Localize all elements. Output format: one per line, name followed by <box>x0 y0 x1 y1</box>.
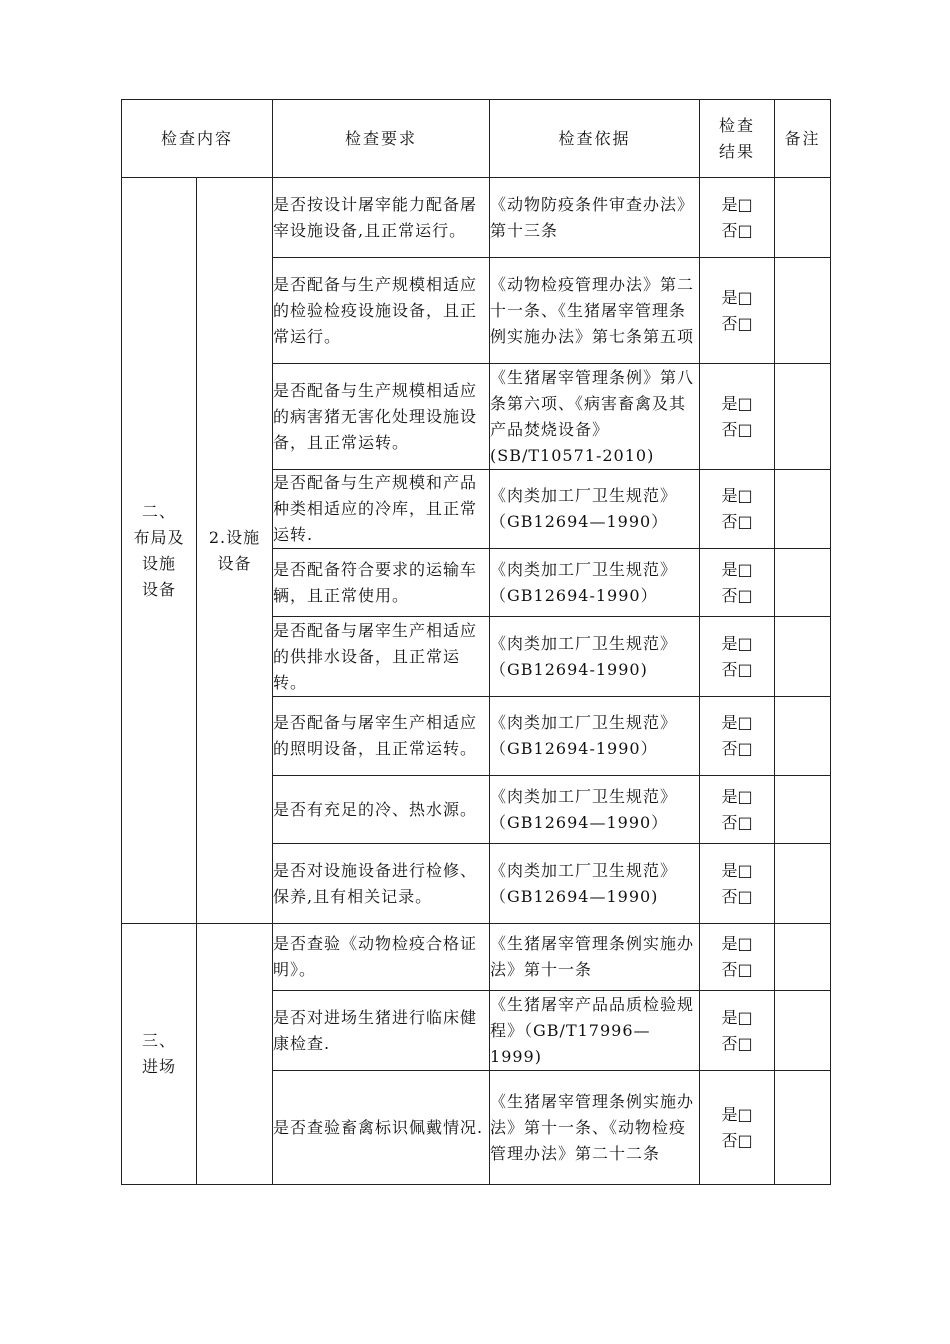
result-yes-checkbox[interactable]: 是□ <box>721 393 753 413</box>
result-cell <box>700 617 775 697</box>
result-no-checkbox[interactable]: 否□ <box>721 886 753 906</box>
result-cell <box>700 178 775 258</box>
requirement-cell: 是否配备与生产规模相适应的检验检疫设施设备，且正常运行。 <box>273 258 490 364</box>
basis-cell: 《生猪屠宰管理条例实施办法》第十一条、《动物检疫管理办法》第二十二条 <box>490 1071 700 1185</box>
basis-cell: 《生猪屠宰管理条例实施办法》第十一条 <box>490 924 700 991</box>
result-no-checkbox[interactable]: 否□ <box>721 812 753 832</box>
section-title <box>122 178 197 924</box>
result-cell <box>700 1071 775 1185</box>
remark-cell[interactable] <box>775 991 831 1071</box>
result-no-checkbox[interactable]: 否□ <box>721 1130 753 1150</box>
remark-cell[interactable] <box>775 924 831 991</box>
result-no-checkbox[interactable]: 否□ <box>721 1033 753 1053</box>
result-no-checkbox[interactable]: 否□ <box>721 960 753 979</box>
basis-cell: 《生猪屠宰管理条例》第八条第六项、《病害畜禽及其产品焚烧设备》(SB/T10571-2010) <box>490 364 700 470</box>
result-yes-checkbox[interactable]: 是□ <box>721 194 753 214</box>
requirement-cell: 是否有充足的冷、热水源。 <box>273 776 490 844</box>
result-cell <box>700 470 775 549</box>
header-basis: 检查依据 <box>490 100 700 178</box>
header-remark: 备注 <box>775 100 831 178</box>
result-no-checkbox[interactable]: 否□ <box>721 512 753 531</box>
result-yes-checkbox[interactable]: 是□ <box>721 1104 753 1124</box>
requirement-cell: 是否配备与生产规模和产品种类相适应的冷库，且正常运转. <box>273 470 490 549</box>
header-result-line1: 检查 <box>719 115 756 135</box>
remark-cell[interactable] <box>775 697 831 776</box>
remark-cell[interactable] <box>775 549 831 617</box>
section-title-line: 三、 <box>141 1031 176 1050</box>
remark-cell[interactable] <box>775 470 831 549</box>
section-subtitle-line: 2.设施 <box>208 527 261 547</box>
result-cell <box>700 258 775 364</box>
basis-cell: 《动物检疫管理办法》第二十一条、《生猪屠宰管理条例实施办法》第七条第五项 <box>490 258 700 364</box>
requirement-cell: 是否查验畜禽标识佩戴情况. <box>273 1071 490 1185</box>
result-no-checkbox[interactable]: 否□ <box>721 585 753 605</box>
inspection-table <box>121 99 831 1185</box>
requirement-cell: 是否配备与屠宰生产相适应的供排水设备，且正常运转。 <box>273 617 490 697</box>
result-yes-checkbox[interactable]: 是□ <box>721 486 753 505</box>
section-subtitle <box>197 178 273 924</box>
section-title-line: 布局及 <box>133 527 185 547</box>
result-yes-checkbox[interactable]: 是□ <box>721 633 753 653</box>
result-no-checkbox[interactable]: 否□ <box>721 419 753 439</box>
basis-cell: 《肉类加工厂卫生规范》（GB12694-1990) <box>490 617 700 697</box>
header-result <box>700 100 775 178</box>
section-title-line: 设备 <box>141 579 176 599</box>
result-cell <box>700 776 775 844</box>
header-result-line2: 结果 <box>719 141 756 161</box>
result-cell <box>700 844 775 924</box>
result-yes-checkbox[interactable]: 是□ <box>721 934 753 953</box>
remark-cell[interactable] <box>775 844 831 924</box>
section-subtitle-line: 设备 <box>217 553 252 573</box>
remark-cell[interactable] <box>775 1071 831 1185</box>
table-row <box>122 924 831 991</box>
result-cell <box>700 549 775 617</box>
result-yes-checkbox[interactable]: 是□ <box>721 860 753 880</box>
header-content: 检查内容 <box>122 100 273 178</box>
result-no-checkbox[interactable]: 否□ <box>721 220 753 240</box>
result-no-checkbox[interactable]: 否□ <box>721 739 753 758</box>
result-yes-checkbox[interactable]: 是□ <box>721 1007 753 1027</box>
requirement-cell: 是否对进场生猪进行临床健康检查. <box>273 991 490 1071</box>
section-subtitle <box>197 924 273 1185</box>
result-yes-checkbox[interactable]: 是□ <box>721 786 753 806</box>
remark-cell[interactable] <box>775 364 831 470</box>
requirement-cell: 是否查验《动物检疫合格证明》。 <box>273 924 490 991</box>
result-yes-checkbox[interactable]: 是□ <box>721 287 753 307</box>
section-title <box>122 924 197 1185</box>
requirement-cell: 是否配备与屠宰生产相适应的照明设备，且正常运转。 <box>273 697 490 776</box>
remark-cell[interactable] <box>775 617 831 697</box>
result-cell <box>700 697 775 776</box>
result-yes-checkbox[interactable]: 是□ <box>721 713 753 732</box>
result-cell <box>700 924 775 991</box>
header-requirement: 检查要求 <box>273 100 490 178</box>
basis-cell: 《生猪屠宰产品品质检验规程》（GB/T17996—1999) <box>490 991 700 1071</box>
result-no-checkbox[interactable]: 否□ <box>721 313 753 333</box>
section-title-line: 二、 <box>141 501 176 521</box>
basis-cell: 《肉类加工厂卫生规范》（GB12694-1990） <box>490 697 700 776</box>
table-row <box>122 178 831 258</box>
requirement-cell: 是否对设施设备进行检修、保养,且有相关记录。 <box>273 844 490 924</box>
section-title-line: 进场 <box>141 1057 176 1076</box>
result-cell <box>700 364 775 470</box>
basis-cell: 《肉类加工厂卫生规范》（GB12694—1990） <box>490 776 700 844</box>
basis-cell: 《肉类加工厂卫生规范》（GB12694-1990） <box>490 549 700 617</box>
basis-cell: 《肉类加工厂卫生规范》（GB12694—1990) <box>490 844 700 924</box>
requirement-cell: 是否配备符合要求的运输车辆，且正常使用。 <box>273 549 490 617</box>
remark-cell[interactable] <box>775 178 831 258</box>
requirement-cell: 是否按设计屠宰能力配备屠宰设施设备,且正常运行。 <box>273 178 490 258</box>
result-no-checkbox[interactable]: 否□ <box>721 659 753 679</box>
section-title-line: 设施 <box>141 553 176 573</box>
header-row <box>122 100 831 178</box>
result-yes-checkbox[interactable]: 是□ <box>721 559 753 579</box>
basis-cell: 《肉类加工厂卫生规范》（GB12694—1990） <box>490 470 700 549</box>
basis-cell: 《动物防疫条件审查办法》第十三条 <box>490 178 700 258</box>
result-cell <box>700 991 775 1071</box>
remark-cell[interactable] <box>775 776 831 844</box>
requirement-cell: 是否配备与生产规模相适应的病害猪无害化处理设施设备，且正常运转。 <box>273 364 490 470</box>
remark-cell[interactable] <box>775 258 831 364</box>
